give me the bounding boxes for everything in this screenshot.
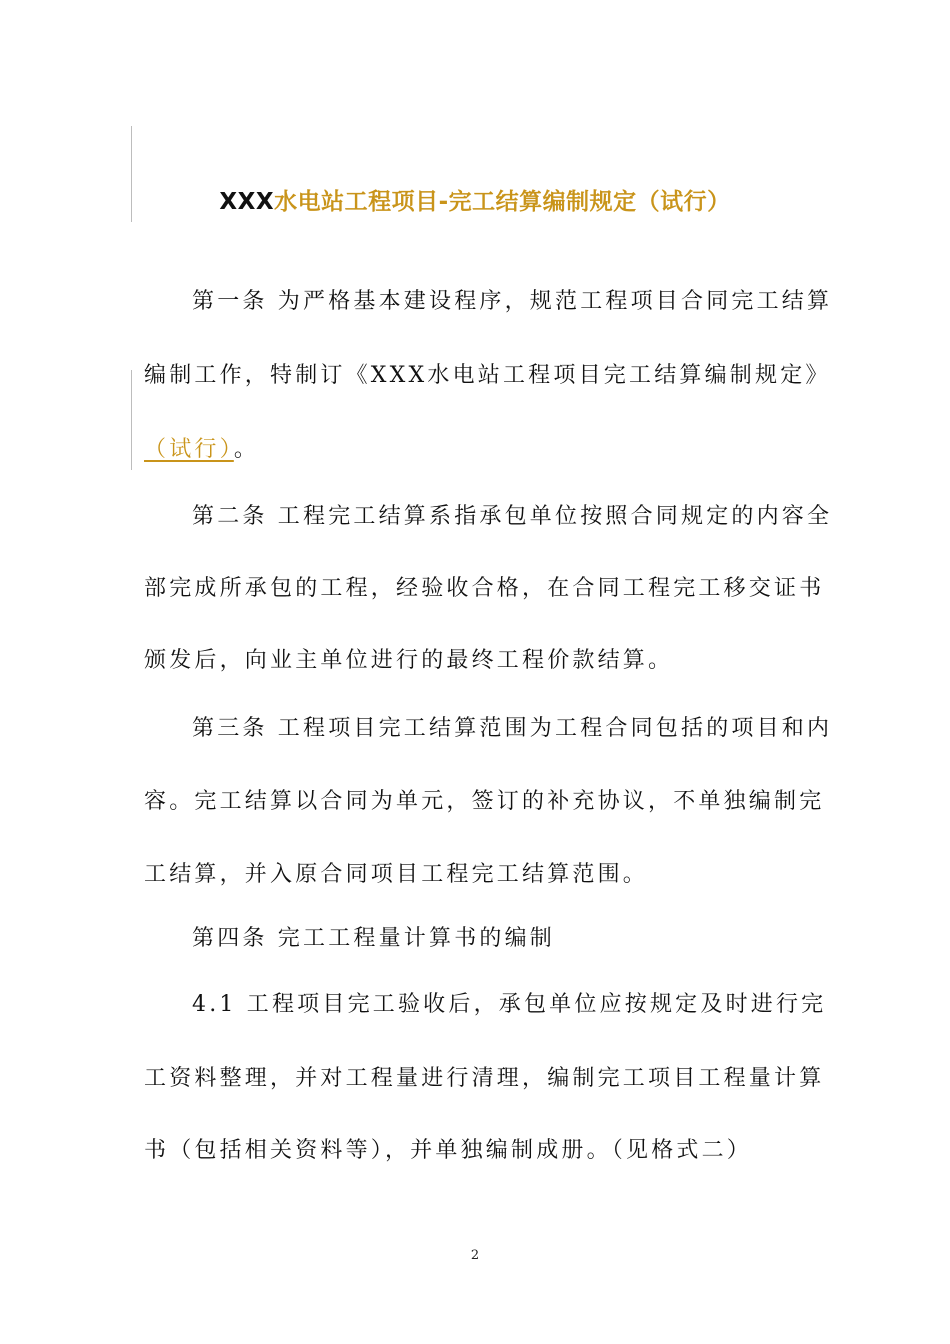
article-1-line-3 — [144, 435, 259, 465]
article-1-line-1: 第一条 为严格基本建设程序，规范工程项目合同完工结算 — [192, 289, 833, 314]
article-2-line-1: 第二条 工程完工结算系指承包单位按照合同规定的内容全 — [192, 504, 833, 529]
article-3-line-1: 第三条 工程项目完工结算范围为工程合同包括的项目和内 — [192, 716, 833, 741]
article-3-line-2: 容。完工结算以合同为单元，签订的补充协议，不单独编制完 — [144, 789, 825, 814]
margin-bar-middle — [131, 370, 132, 470]
article-1-line-2: 编制工作，特制订《XXX水电站工程项目完工结算编制规定》 — [144, 363, 831, 388]
title-main: 水电站工程项目-完工结算编制规定（试行） — [274, 189, 731, 215]
article-3-line-3: 工结算，并入原合同项目工程完工结算范围。 — [144, 862, 649, 887]
period: 。 — [233, 437, 260, 462]
article-2-line-2: 部完成所承包的工程，经验收合格，在合同工程完工移交证书 — [144, 576, 825, 601]
article-4-1-line-3: 书（包括相关资料等），并单独编制成册。（见格式二） — [144, 1138, 753, 1163]
article-4-heading: 第四条 完工工程量计算书的编制 — [192, 926, 555, 951]
document-title — [140, 183, 810, 216]
margin-bar-top — [131, 126, 132, 222]
trial-link[interactable]: （试行） — [144, 437, 234, 462]
page-number: 2 — [470, 1248, 480, 1263]
article-4-1-line-2: 工资料整理，并对工程量进行清理，编制完工项目工程量计算 — [144, 1066, 825, 1091]
article-2-line-3: 颁发后，向业主单位进行的最终工程价款结算。 — [144, 648, 674, 673]
title-prefix: XXX — [219, 189, 275, 215]
article-4-1-line-1: 4.1 工程项目完工验收后，承包单位应按规定及时进行完 — [192, 992, 827, 1017]
